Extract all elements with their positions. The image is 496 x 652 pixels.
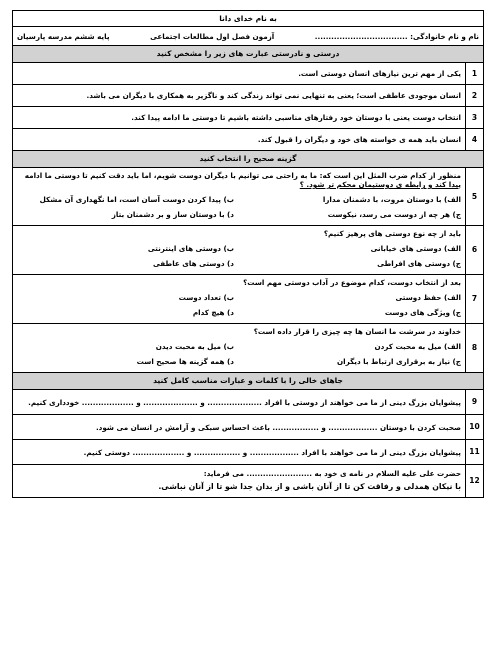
option-c[interactable]: ج) هر چه از دوست می رسد، نیکوست bbox=[327, 210, 461, 219]
option-d[interactable]: د) همه گزینه ها صحیح است bbox=[136, 357, 234, 366]
page-title: به نام خداى دانا bbox=[13, 11, 484, 27]
option-a[interactable]: الف) حفظ دوستی bbox=[395, 293, 461, 302]
option-b[interactable]: ب) میل به محبت دیدن bbox=[155, 342, 234, 351]
question-number: 4 bbox=[466, 129, 484, 151]
section-header-true-false: درستی و نادرستی عبارت های زیر را مشخص کنید bbox=[13, 46, 484, 63]
question-row bbox=[13, 107, 484, 129]
question-text: انسان موجودی عاطفی است؛ یعنی به تنهایی نمی تواند زندگی کند و ناگزیر به همکاری با دیگران می باشد. bbox=[13, 85, 466, 107]
answer-options bbox=[17, 342, 461, 369]
question-row bbox=[13, 129, 484, 151]
question-row bbox=[13, 324, 484, 373]
question-row bbox=[13, 440, 484, 465]
question-text: منظور از کدام ضرب المثل این است که: ما به راحتی می توانیم با دیگران دوست شویم، اما باید دقت کنیم تا دوستی ما ادامه bbox=[24, 171, 461, 180]
answer-options bbox=[17, 195, 461, 222]
option-c[interactable]: ج) ویژگی های دوست bbox=[384, 308, 461, 317]
option-a[interactable]: الف) با دوستان مروت، با دشمنان مدارا bbox=[322, 195, 461, 204]
question-row bbox=[13, 390, 484, 415]
option-b[interactable]: ب) دوستی های اینترنتی bbox=[147, 244, 234, 253]
exam-sheet bbox=[12, 10, 484, 498]
exam-title: آزمون فصل اول مطالعات اجتماعی bbox=[150, 31, 275, 41]
question-row bbox=[13, 63, 484, 85]
question-number: 2 bbox=[466, 85, 484, 107]
answer-options bbox=[17, 244, 461, 271]
question-number: 7 bbox=[466, 275, 484, 324]
question-number: 8 bbox=[466, 324, 484, 373]
question-row bbox=[13, 168, 484, 226]
section-header-fill-blank: جاهای خالی را با کلمات و عبارات مناسب کامل کنید bbox=[13, 373, 484, 390]
question-number: 10 bbox=[466, 415, 484, 440]
question-text: صحبت کردن با دوستان .................. و ................. باعث احساس سبکی و آرامش در انسان می شود. bbox=[13, 415, 466, 440]
option-d[interactable]: د) هیچ کدام bbox=[192, 308, 234, 317]
question-row bbox=[13, 415, 484, 440]
question-text: پیشوایان بزرگ دینی از ما می خواهند با افراد .................. و ................. و ................... دوستی کنیم. bbox=[13, 440, 466, 465]
option-c[interactable]: ج) دوستی های افراطی bbox=[377, 259, 461, 268]
option-b[interactable]: ب) تعداد دوست bbox=[178, 293, 234, 302]
question-row bbox=[13, 85, 484, 107]
question-row bbox=[13, 275, 484, 324]
option-b[interactable]: ب) پیدا کردن دوست آسان است، اما نگهداری آن مشکل bbox=[39, 195, 234, 204]
question-text: انتخاب دوست یعنی با دوستان خود رفتارهای مناسبی داشته باشیم تا دوستی ما ادامه پیدا کند. bbox=[13, 107, 466, 129]
question-text: باید از چه نوع دوستی های پرهیز کنیم؟ bbox=[323, 229, 461, 238]
question-number: 3 bbox=[466, 107, 484, 129]
exam-table bbox=[12, 10, 484, 498]
question-number: 9 bbox=[466, 390, 484, 415]
question-text: پیدا کند و رابطه ی دوستیمان محکم تر شود. ؟ bbox=[299, 180, 461, 189]
question-row bbox=[13, 226, 484, 275]
option-a[interactable]: الف) میل به محبت کردن bbox=[374, 342, 461, 351]
question-text: پیشوایان بزرگ دینی از ما می خواهند از دوستی با افراد .................... و .................... و ................... خودداری کنیم. bbox=[13, 390, 466, 415]
question-number: 5 bbox=[466, 168, 484, 226]
option-a[interactable]: الف) دوستی های خیابانی bbox=[370, 244, 461, 253]
question-text: یکی از مهم ترین نیازهای انسان دوستی است. bbox=[13, 63, 466, 85]
section-header-multiple-choice: گزینه صحیح را انتخاب کنید bbox=[13, 151, 484, 168]
school-grade: پایه ششم مدرسه پارسیان bbox=[17, 31, 110, 41]
question-text: بعد از انتخاب دوست، کدام موضوع در آداب دوستی مهم است؟ bbox=[243, 278, 461, 287]
question-row bbox=[13, 465, 484, 498]
option-d[interactable]: د) دوستی های عاطفی bbox=[152, 259, 234, 268]
option-d[interactable]: د) با دوستان ساز و بر دشمنان بتاز bbox=[111, 210, 234, 219]
answer-options bbox=[17, 293, 461, 320]
question-number: 12 bbox=[466, 465, 484, 498]
question-text: خداوند در سرشت ما انسان ها چه چیزی را قرار داده است؟ bbox=[253, 327, 461, 336]
question-text: انسان باید همه ی خواسته های خود و دیگران را قبول کند. bbox=[13, 129, 466, 151]
header-title-row bbox=[13, 11, 484, 27]
question-text: حضرت علی علیه السلام در نامه ی خود به ........................ می فرماید: bbox=[203, 469, 461, 478]
option-c[interactable]: ج) نیاز به برقراری ارتباط با دیگران bbox=[337, 357, 461, 366]
quote-text: با نیکان همدلی و رفاقت کن تا از آنان باشی و از بدان جدا شو تا از آنان نباشی. bbox=[158, 482, 461, 491]
question-number: 6 bbox=[466, 226, 484, 275]
header-info-row bbox=[13, 27, 484, 46]
student-name-field: نام و نام خانوادگی: .................................. bbox=[314, 31, 479, 41]
question-number: 11 bbox=[466, 440, 484, 465]
question-number: 1 bbox=[466, 63, 484, 85]
